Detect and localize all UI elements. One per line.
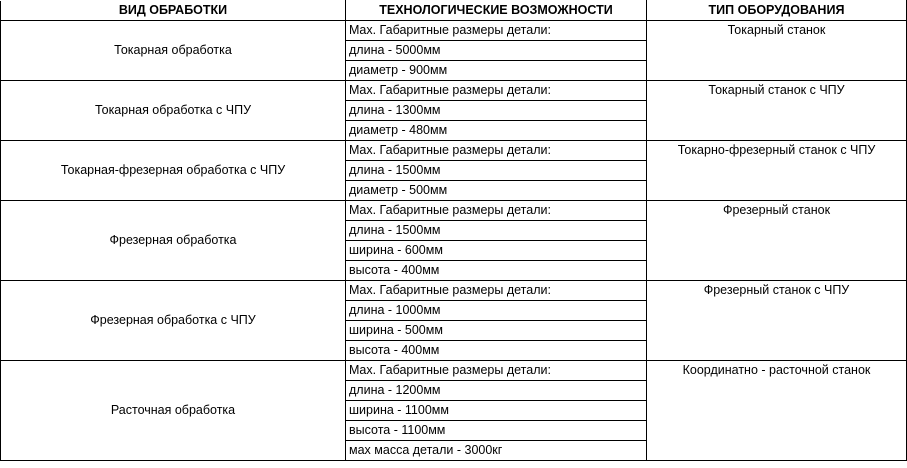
equipment-cell: Фрезерный станок	[647, 201, 907, 281]
capability-cell: длина - 5000мм	[346, 41, 647, 61]
equipment-cell: Токарно-фрезерный станок с ЧПУ	[647, 141, 907, 201]
capability-cell: длина - 1300мм	[346, 101, 647, 121]
processing-kind-cell: Токарная-фрезерная обработка с ЧПУ	[1, 141, 346, 201]
capability-cell: ширина - 600мм	[346, 241, 647, 261]
header-capabilities: ТЕХНОЛОГИЧЕСКИЕ ВОЗМОЖНОСТИ	[346, 1, 647, 21]
processing-kind-cell: Расточная обработка	[1, 361, 346, 461]
capability-cell: длина - 1200мм	[346, 381, 647, 401]
processing-kind-cell: Токарная обработка	[1, 21, 346, 81]
capability-cell: Max. Габаритные размеры детали:	[346, 281, 647, 301]
capability-cell: диаметр - 480мм	[346, 121, 647, 141]
capability-cell: Max. Габаритные размеры детали:	[346, 201, 647, 221]
header-equipment: ТИП ОБОРУДОВАНИЯ	[647, 1, 907, 21]
equipment-cell: Токарный станок с ЧПУ	[647, 81, 907, 141]
capability-cell: высота - 1100мм	[346, 421, 647, 441]
capability-cell: Max. Габаритные размеры детали:	[346, 141, 647, 161]
table-row	[1, 281, 907, 301]
equipment-cell: Координатно - расточной станок	[647, 361, 907, 461]
capability-cell: ширина - 500мм	[346, 321, 647, 341]
capability-cell: диаметр - 500мм	[346, 181, 647, 201]
equipment-cell: Фрезерный станок с ЧПУ	[647, 281, 907, 361]
capability-cell: ширина - 1100мм	[346, 401, 647, 421]
table-row	[1, 141, 907, 161]
capability-cell: длина - 1500мм	[346, 161, 647, 181]
header-kind: ВИД ОБРАБОТКИ	[1, 1, 346, 21]
header-row	[1, 1, 907, 21]
table-row	[1, 361, 907, 381]
capability-cell: Max. Габаритные размеры детали:	[346, 21, 647, 41]
equipment-cell: Токарный станок	[647, 21, 907, 81]
capability-cell: Max. Габаритные размеры детали:	[346, 81, 647, 101]
capability-cell: высота - 400мм	[346, 261, 647, 281]
processing-kind-cell: Фрезерная обработка	[1, 201, 346, 281]
capability-cell: длина - 1500мм	[346, 221, 647, 241]
table-row	[1, 21, 907, 41]
table-row	[1, 81, 907, 101]
table-row	[1, 201, 907, 221]
capability-cell: мах масса детали - 3000кг	[346, 441, 647, 461]
processing-kind-cell: Токарная обработка с ЧПУ	[1, 81, 346, 141]
capability-cell: длина - 1000мм	[346, 301, 647, 321]
capability-cell: диаметр - 900мм	[346, 61, 647, 81]
capability-cell: высота - 400мм	[346, 341, 647, 361]
capability-cell: Max. Габаритные размеры детали:	[346, 361, 647, 381]
processing-kind-cell: Фрезерная обработка с ЧПУ	[1, 281, 346, 361]
